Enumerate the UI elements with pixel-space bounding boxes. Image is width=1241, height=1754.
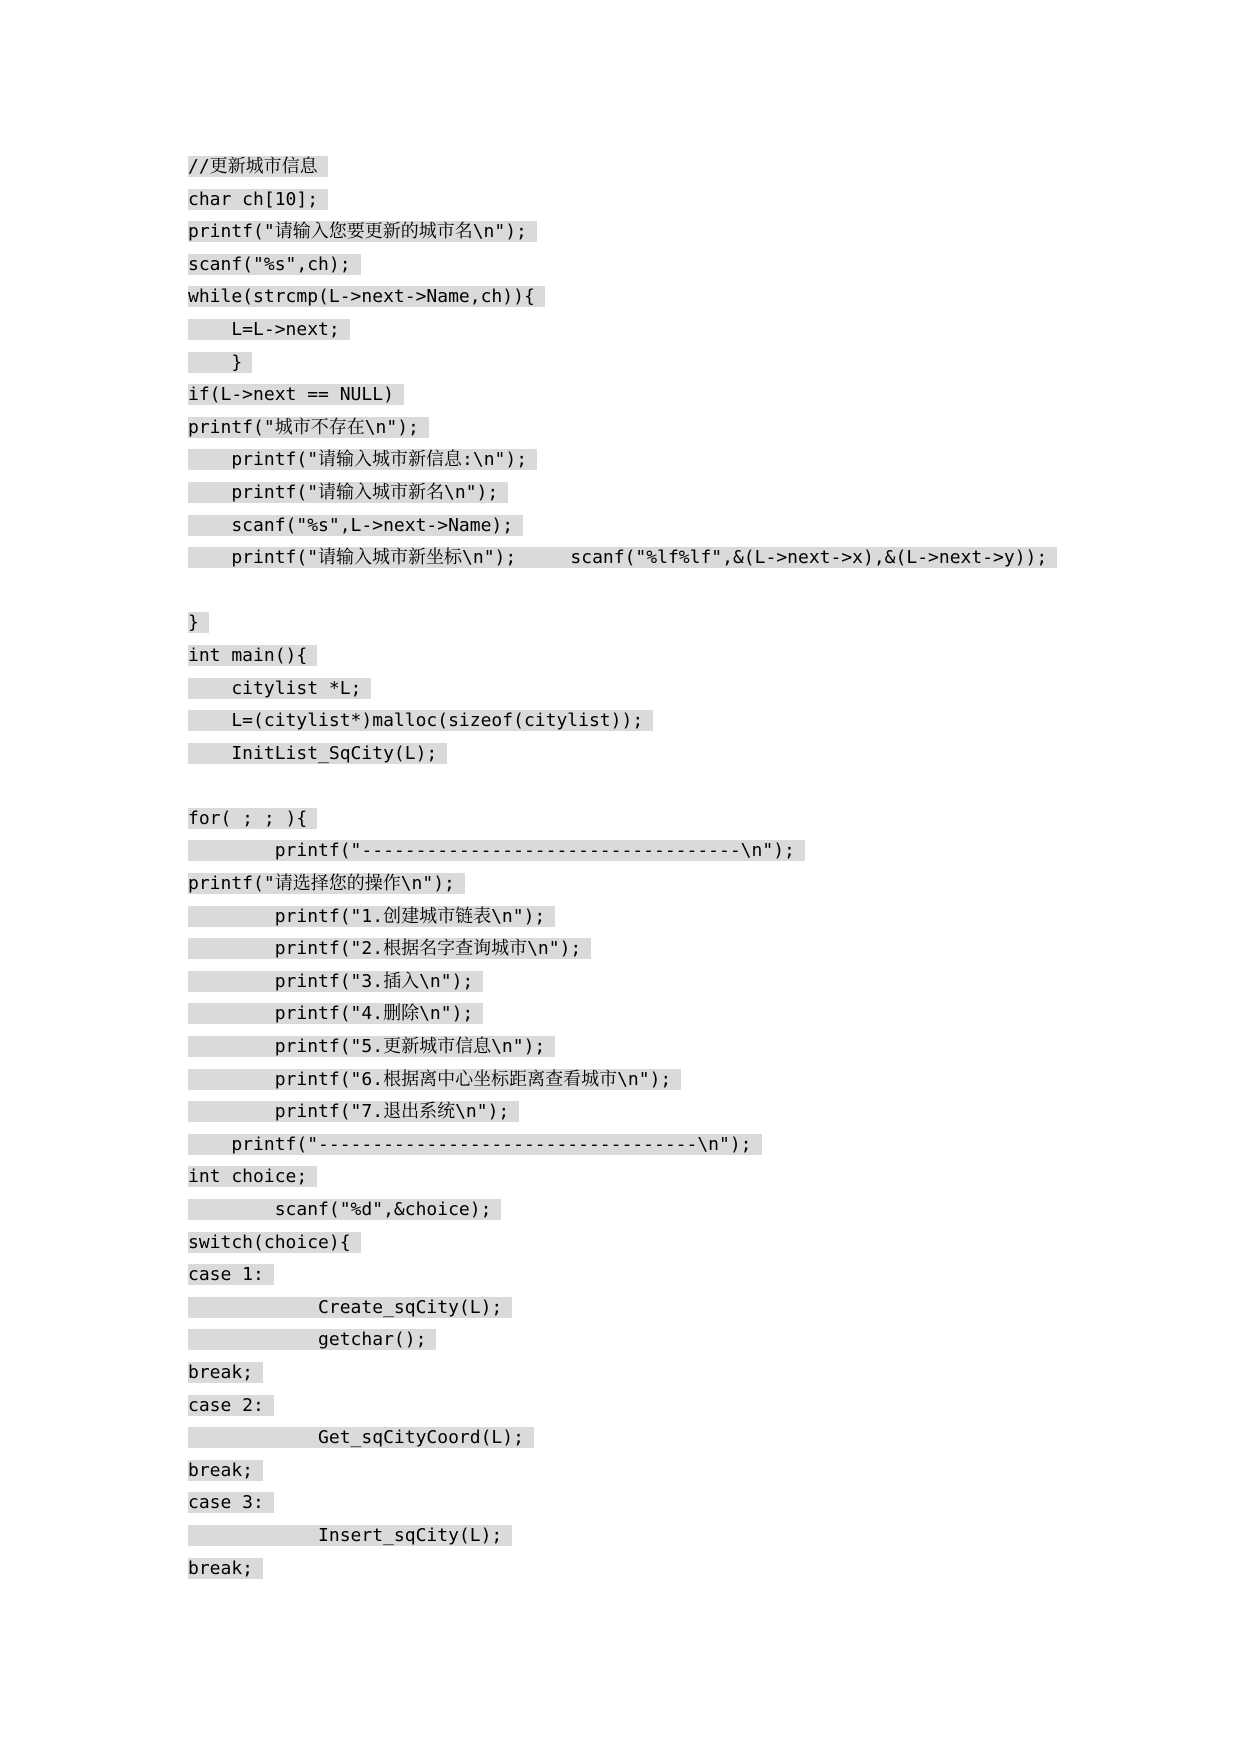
code-line-23: printf("请选择您的操作\n");: [188, 873, 465, 894]
code-line-26: printf("3.插入\n");: [188, 971, 483, 992]
code-line-36: Create_sqCity(L);: [188, 1297, 512, 1318]
code-line-44: break;: [188, 1558, 263, 1579]
code-line-16: int main(){: [188, 645, 317, 666]
code-line-35: case 1:: [188, 1264, 274, 1285]
code-line-1: //更新城市信息: [188, 156, 328, 177]
code-line-31: printf("-----------------------------------\n");: [188, 1134, 762, 1155]
code-line-22: printf("-----------------------------------\n");: [188, 840, 805, 861]
code-line-30: printf("7.退出系统\n");: [188, 1101, 519, 1122]
code-line-5: while(strcmp(L->next->Name,ch)){: [188, 286, 545, 307]
code-line-9: printf("城市不存在\n");: [188, 417, 429, 438]
code-line-40: Get_sqCityCoord(L);: [188, 1427, 534, 1448]
code-line-29: printf("6.根据离中心坐标距离查看城市\n");: [188, 1069, 681, 1090]
code-line-3: printf("请输入您要更新的城市名\n");: [188, 221, 537, 242]
code-line-17: citylist *L;: [188, 678, 371, 699]
code-line-38: break;: [188, 1362, 263, 1383]
code-line-21: for( ; ; ){: [188, 808, 317, 829]
code-line-41: break;: [188, 1460, 263, 1481]
code-line-27: printf("4.删除\n");: [188, 1003, 483, 1024]
code-line-39: case 2:: [188, 1395, 274, 1416]
code-line-8: if(L->next == NULL): [188, 384, 404, 405]
code-line-7: }: [188, 352, 252, 373]
code-line-12: scanf("%s",L->next->Name);: [188, 515, 523, 536]
code-line-18: L=(citylist*)malloc(sizeof(citylist));: [188, 710, 653, 731]
code-line-15: }: [188, 612, 209, 633]
code-line-19: InitList_SqCity(L);: [188, 743, 447, 764]
code-line-11: printf("请输入城市新名\n");: [188, 482, 508, 503]
code-line-10: printf("请输入城市新信息:\n");: [188, 449, 537, 470]
blank-line: [188, 770, 1148, 803]
code-line-34: switch(choice){: [188, 1232, 361, 1253]
code-line-6: L=L->next;: [188, 319, 350, 340]
code-line-43: Insert_sqCity(L);: [188, 1525, 512, 1546]
code-line-42: case 3:: [188, 1492, 274, 1513]
code-line-4: scanf("%s",ch);: [188, 254, 361, 275]
code-line-33: scanf("%d",&choice);: [188, 1199, 501, 1220]
code-block: [188, 151, 1148, 1585]
code-line-2: char ch[10];: [188, 189, 328, 210]
code-line-32: int choice;: [188, 1166, 317, 1187]
blank-line: [188, 575, 1148, 608]
code-line-37: getchar();: [188, 1329, 436, 1350]
code-line-24: printf("1.创建城市链表\n");: [188, 906, 555, 927]
code-line-25: printf("2.根据名字查询城市\n");: [188, 938, 591, 959]
code-line-28: printf("5.更新城市信息\n");: [188, 1036, 555, 1057]
code-line-13: printf("请输入城市新坐标\n"); scanf("%lf%lf",&(L->next->x),&(L->next->y));: [188, 547, 1057, 568]
